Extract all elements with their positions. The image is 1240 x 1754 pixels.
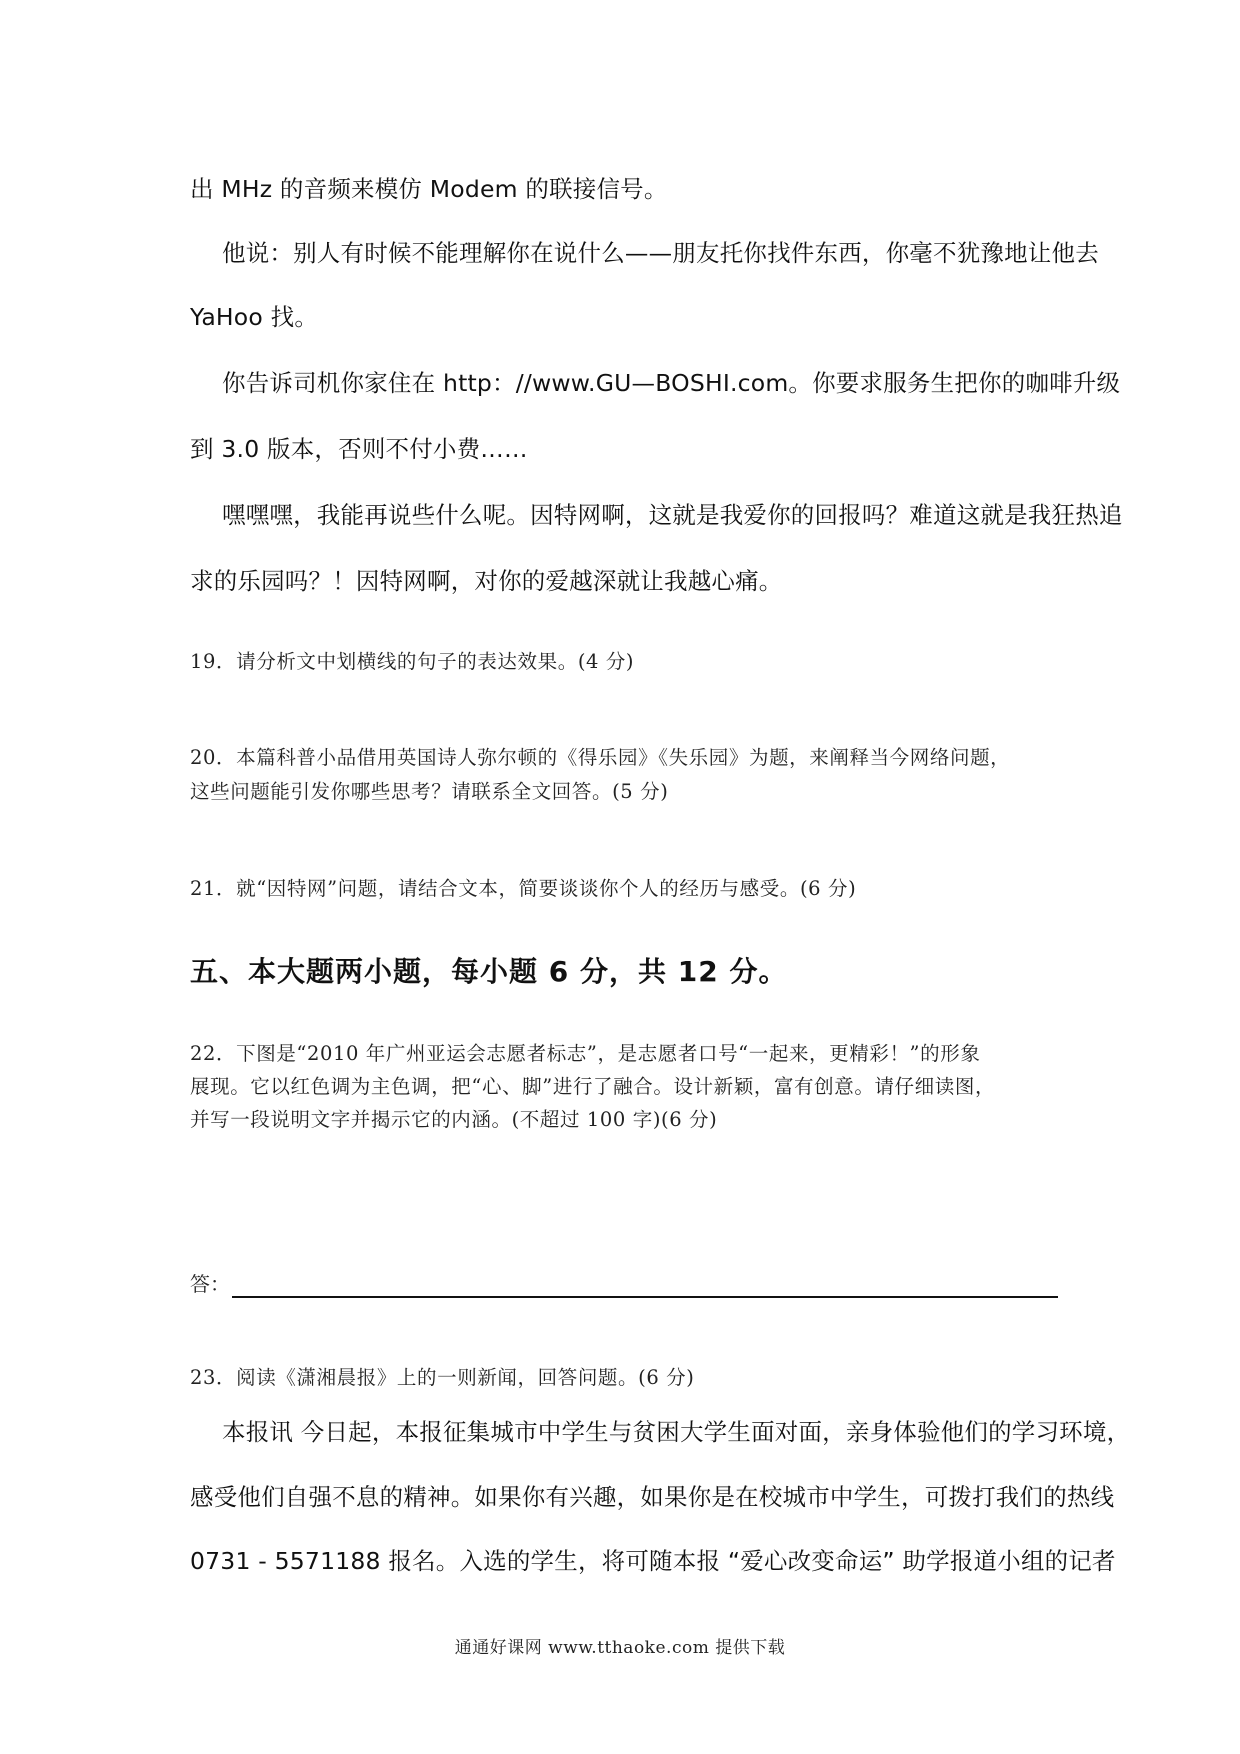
answer-underline xyxy=(232,1296,1058,1298)
passage-line: 你告诉司机你家住在 http：//www.GU—BOSHI.com。你要求服务生把你的咖啡升级 xyxy=(222,369,1121,397)
passage-line: 求的乐园吗？！因特网啊，对你的爱越深就让我越心痛。 xyxy=(190,567,783,595)
question-20-line: 20．本篇科普小品借用英国诗人弥尔顿的《得乐园》《失乐园》为题，来阐释当今网络问题， xyxy=(190,746,1011,769)
news-line: 0731 - 5571188 报名。入选的学生，将可随本报 “爱心改变命运” 助学报道小组的记者 xyxy=(190,1547,1116,1575)
passage-line: 嘿嘿嘿，我能再说些什么呢。因特网啊，这就是我爱你的回报吗？难道这就是我狂热追 xyxy=(222,501,1123,529)
news-line: 感受他们自强不息的精神。如果你有兴趣，如果你是在校城市中学生，可拨打我们的热线 xyxy=(190,1483,1115,1511)
question-22-line: 展现。它以红色调为主色调，把“心、脚”进行了融合。设计新颖，富有创意。请仔细读图， xyxy=(190,1075,996,1098)
question-20-line: 这些问题能引发你哪些思考？请联系全文回答。(5 分) xyxy=(190,780,669,803)
passage-line: 出 MHz 的音频来模仿 Modem 的联接信号。 xyxy=(190,175,668,203)
news-line: 本报讯 今日起，本报征集城市中学生与贫困大学生面对面，亲身体验他们的学习环境， xyxy=(222,1418,1131,1446)
question-22-line: 22．下图是“2010 年广州亚运会志愿者标志”，是志愿者口号“一起来，更精彩！”的形象 xyxy=(190,1042,981,1065)
question-19: 19．请分析文中划横线的句子的表达效果。(4 分) xyxy=(190,650,635,673)
passage-line: 他说：别人有时候不能理解你在说什么——朋友托你找件东西，你毫不犹豫地让他去 xyxy=(222,239,1099,267)
passage-line: YaHoo 找。 xyxy=(190,303,319,331)
page-footer: 通通好课网 www.tthaoke.com 提供下载 xyxy=(454,1638,786,1658)
section-heading: 五、本大题两小题，每小题 6 分，共 12 分。 xyxy=(190,955,788,988)
answer-field[interactable] xyxy=(190,1268,1058,1302)
answer-label: 答： xyxy=(190,1272,230,1296)
question-22-line: 并写一段说明文字并揭示它的内涵。(不超过 100 字)(6 分) xyxy=(190,1108,718,1131)
question-21: 21．就“因特网”问题，请结合文本，简要谈谈你个人的经历与感受。(6 分) xyxy=(190,877,857,900)
passage-line: 到 3.0 版本，否则不付小费…… xyxy=(190,435,528,463)
question-23: 23．阅读《潇湘晨报》上的一则新闻，回答问题。(6 分) xyxy=(190,1366,695,1389)
